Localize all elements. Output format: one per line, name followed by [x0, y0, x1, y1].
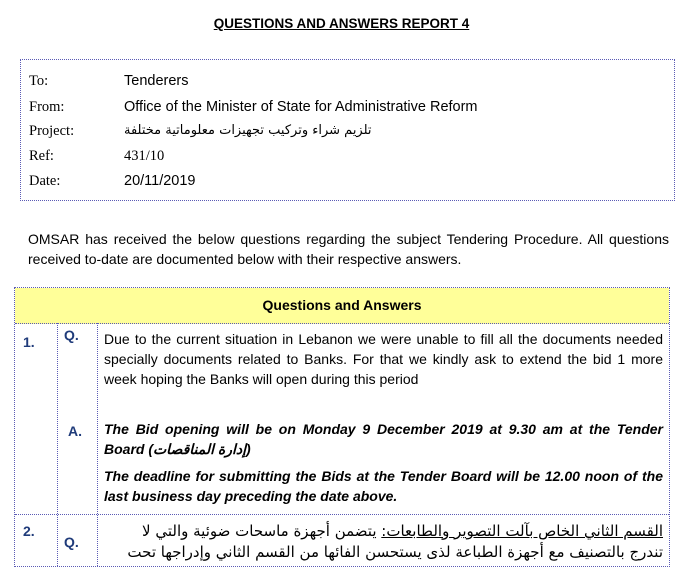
question-text-arabic [104, 521, 663, 563]
report-title: QUESTIONS AND ANSWERS REPORT 4 [213, 16, 470, 31]
header-box [20, 59, 675, 201]
ref-label: Ref: [29, 148, 54, 164]
from-label: From: [29, 99, 65, 115]
row-divider [15, 514, 669, 515]
answer-label: A. [68, 423, 82, 439]
from-value: Office of the Minister of State for Administrative Reform [124, 99, 478, 115]
ref-value: 431/10 [124, 148, 165, 164]
date-value: 20/11/2019 [124, 173, 196, 189]
question-label: Q. [64, 327, 79, 343]
row-number: 2. [23, 523, 35, 539]
answer-text-2: The deadline for submitting the Bids at the Tender Board will be 12.00 noon of the last business day preceding the date above. [104, 468, 663, 504]
date-label: Date: [29, 173, 61, 189]
intro-paragraph: OMSAR has received the below questions regarding the subject Tendering Procedure. All questions received to-date are documented below with their respective answers. [28, 231, 669, 267]
row-number: 1. [23, 334, 35, 350]
to-value: Tenderers [124, 73, 189, 89]
question-body-arabic: يتضمن أجهزة ماسحات ضوئية والتي لا تندرج بالتصنيف مع أجهزة الطباعة لذى يستحسن الفائها من القسم الثاني وإدراجها تحت [127, 522, 663, 561]
project-label: Project: [29, 123, 75, 139]
project-value: تلزيم شراء وتركيب تجهيزات معلوماتية مختلفة [124, 123, 372, 138]
column-divider [57, 323, 58, 566]
column-divider [97, 323, 98, 566]
question-text: Due to the current situation in Lebanon we were unable to fill all the documents needed specially documents related to Banks. For that we kindly ask to extend the bid 1 more week hoping the Banks will open during this period [104, 331, 663, 387]
question-heading-arabic: القسم الثاني الخاص بآلت التصوير والطابعات: [381, 522, 663, 540]
question-label: Q. [64, 534, 79, 550]
answer-text-1: The Bid opening will be on Monday 9 December 2019 at 9.30 am at the Tender Board (إدارة المناقصات) [104, 421, 663, 457]
qa-table-heading: Questions and Answers [15, 288, 669, 324]
to-label: To: [29, 73, 49, 89]
qa-table [14, 287, 670, 567]
